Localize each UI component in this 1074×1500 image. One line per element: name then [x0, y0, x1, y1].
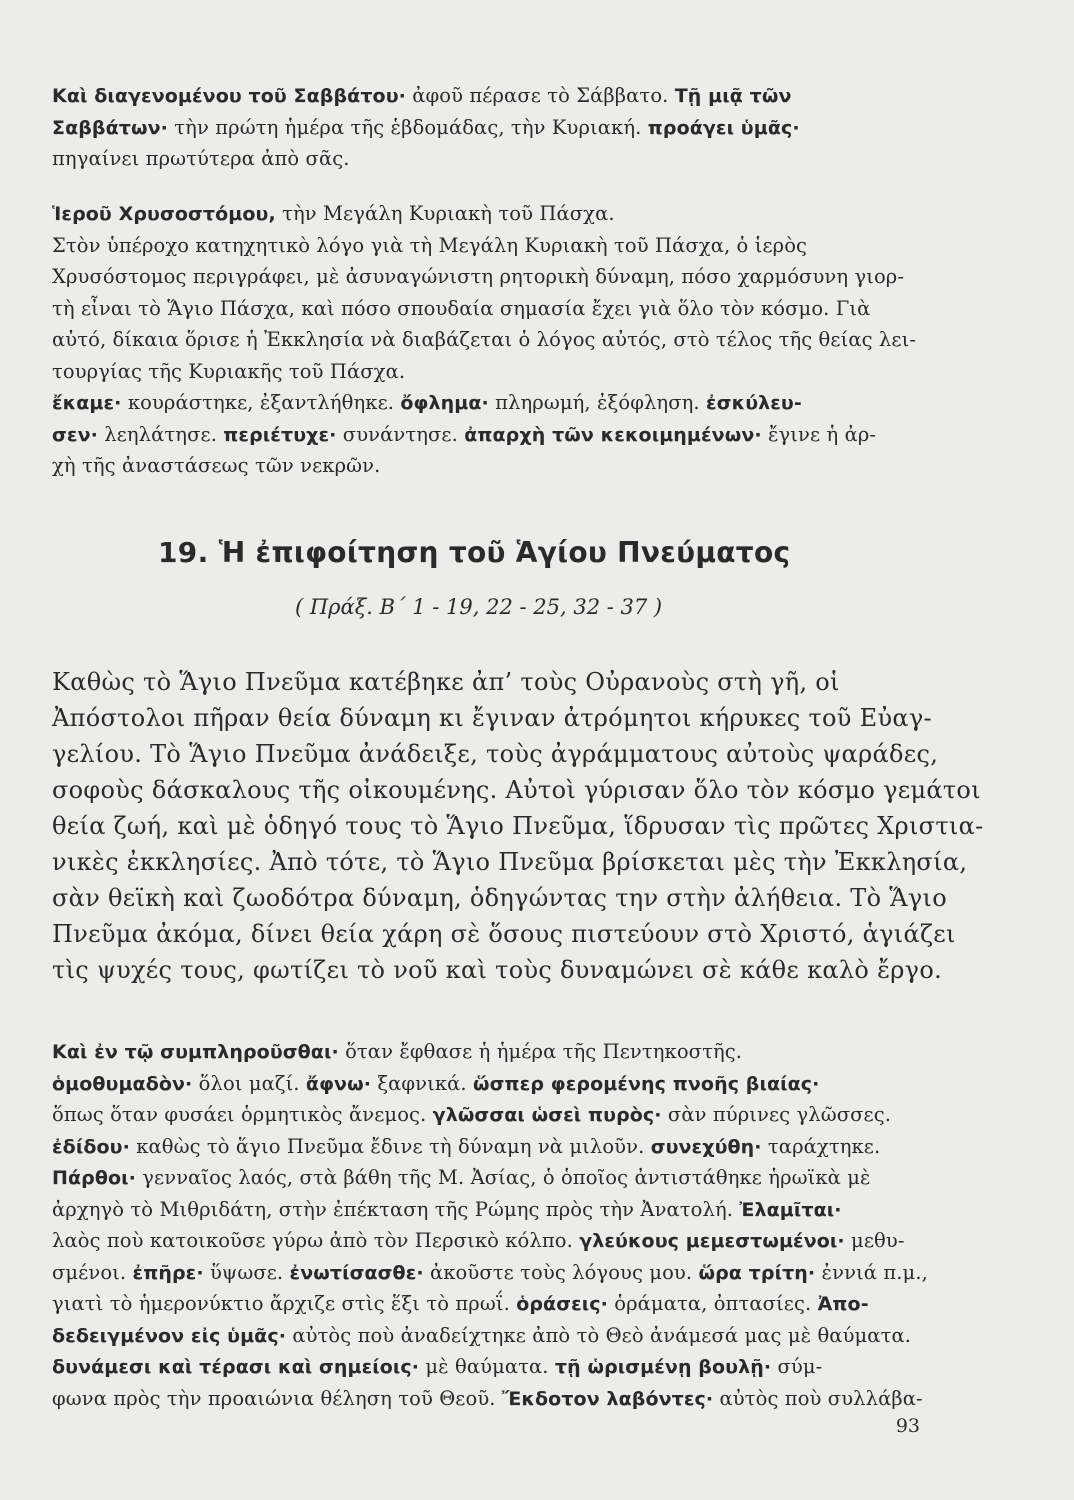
glossary-bottom-lines	[52, 1036, 928, 1414]
glossary-definition: σὰν πύρινες γλῶσσες.	[661, 1103, 892, 1126]
glossary-term: δυνάμεσι καὶ τέρασι καὶ σημείοις·	[52, 1356, 420, 1378]
glossary-definition: ὅταν ἔφθασε ἡ ἡμέρα τῆς Πεντηκοστῆς.	[338, 1040, 743, 1063]
glossary-definition: χὴ τῆς ἀναστάσεως τῶν νεκρῶν.	[52, 454, 381, 477]
glossary-bottom-line	[52, 1320, 912, 1352]
glossary-definition: ὕψωσε.	[203, 1260, 290, 1284]
glossary-bottom-line	[52, 1162, 912, 1194]
chrysostom-line	[52, 387, 912, 419]
section-title: Ἡ ἐπιφοίτηση τοῦ Ἁγίου Πνεύματος	[218, 536, 791, 569]
glossary-term: ὥσπερ φερομένης πνοῆς βιαίας·	[473, 1072, 820, 1095]
glossary-top-line	[52, 112, 912, 144]
glossary-definition: τὴ εἶναι τὸ Ἅγιο Πάσχα, καὶ πόσο σπουδαία σημασία ἔχει γιὰ ὅλο τὸν κόσμο. Γιὰ	[52, 296, 871, 320]
glossary-definition: ἀκοῦστε τοὺς λόγους μου.	[423, 1260, 699, 1284]
main-text	[52, 664, 984, 988]
main-text-line: Καθὼς τὸ Ἅγιο Πνεῦμα κατέβηκε ἀπ’ τοὺς Οὐρανοὺς στὴ γῆ, οἱ	[52, 668, 840, 696]
glossary-term: ὁράσεις·	[516, 1293, 608, 1315]
glossary-definition: σμένοι.	[52, 1260, 133, 1284]
glossary-definition: ξαφνικά.	[371, 1071, 474, 1095]
glossary-definition: τὴν πρώτη ἡμέρα τῆς ἑβδομάδας, τὴν Κυριακή.	[168, 115, 648, 139]
glossary-definition: Χρυσόστομος περιγράφει, μὲ ἀσυναγώνιστη ρητορικὴ δύναμη, πόσο χαρμόσυνη γιορ-	[52, 265, 905, 288]
main-text-line: Ἀπόστολοι πῆραν θεία δύναμη κι ἔγιναν ἀτρόμητοι κήρυκες τοῦ Εὐαγ-	[52, 704, 932, 732]
glossary-definition: γιατὶ τὸ ἡμερονύκτιο ἄρχιζε στὶς ἕξι τὸ πρωΐ.	[52, 1292, 517, 1315]
chrysostom-line	[52, 419, 912, 451]
glossary-bottom-line	[52, 1194, 912, 1226]
glossary-term: ἐπῆρε·	[132, 1261, 204, 1284]
glossary-definition: μὲ θαύματα.	[419, 1355, 555, 1378]
glossary-definition: καθὼς τὸ ἅγιο Πνεῦμα ἔδινε τὴ δύναμη νὰ μιλοῦν.	[129, 1134, 651, 1158]
glossary-term: σεν·	[52, 423, 98, 446]
glossary-term: δεδειγμένον εἰς ὑμᾶς·	[52, 1324, 287, 1347]
glossary-term: Ἐλαμῖται·	[739, 1198, 842, 1221]
glossary-bottom-line	[52, 1288, 912, 1320]
glossary-bottom-line	[52, 1257, 928, 1289]
glossary-top-line	[52, 143, 912, 175]
glossary-bottom-line	[52, 1068, 912, 1100]
main-text-line: σὰν θεϊκὴ καὶ ζωοδότρα δύναμη, ὁδηγώντας την στὴν ἀλήθεια. Τὸ Ἅγιο	[52, 884, 948, 912]
glossary-bottom-line	[52, 1036, 912, 1068]
main-text-line: τὶς ψυχές τους, φωτίζει τὸ νοῦ καὶ τοὺς δυναμώνει σὲ κάθε καλὸ ἔργο.	[52, 956, 943, 984]
glossary-definition: ἐννιά π.μ.,	[815, 1260, 928, 1284]
glossary-term: ἐδίδου·	[52, 1135, 130, 1158]
glossary-term: ὥρα τρίτη·	[698, 1261, 816, 1284]
main-text-line: σοφοὺς δάσκαλους τῆς οἰκουμένης. Αὐτοὶ γύρισαν ὅλο τὸν κόσμο γεμάτοι	[52, 776, 981, 804]
chrysostom-line	[52, 198, 912, 230]
glossary-definition: συνάντησε.	[336, 422, 465, 446]
glossary-definition: λαὸς ποὺ κατοικοῦσε γύρω ἀπὸ τὸν Περσικὸ κόλπο.	[52, 1229, 580, 1252]
glossary-definition: τουργίας τῆς Κυριακῆς τοῦ Πάσχα.	[52, 359, 406, 383]
section-heading	[158, 536, 790, 569]
glossary-definition: ὅπως ὅταν φυσάει ὁρμητικὸς ἄνεμος.	[52, 1103, 433, 1126]
glossary-definition: Στὸν ὑπέροχο κατηχητικὸ λόγο γιὰ τὴ Μεγάλη Κυριακὴ τοῦ Πάσχα, ὁ ἱερὸς	[52, 233, 808, 257]
glossary-definition: αὐτὸς ποὺ ἀναδείχτηκε ἀπὸ τὸ Θεὸ ἀνάμεσά μας μὲ θαύματα.	[286, 1323, 912, 1347]
page-number: 93	[895, 1415, 920, 1437]
glossary-term: Ἀπο-	[817, 1293, 869, 1315]
glossary-bottom	[52, 1036, 928, 1414]
glossary-term: ἀπαρχὴ τῶν κεκοιμημένων·	[464, 423, 762, 446]
glossary-bottom-line	[52, 1131, 912, 1163]
chrysostom-line	[52, 293, 912, 325]
glossary-term: Τῇ μιᾷ τῶν	[674, 85, 792, 107]
glossary-definition: ἀρχηγὸ τὸ Μιθριδάτη, στὴν ἐπέκταση τῆς Ρώμης πρὸς τὴν Ἀνατολή.	[52, 1197, 740, 1221]
chrysostom-line	[52, 261, 912, 293]
glossary-definition: αὐτὸς ποὺ συλλάβα-	[713, 1386, 923, 1410]
chrysostom-note	[52, 198, 917, 482]
main-text-lines	[52, 664, 984, 988]
glossary-definition: ἀφοῦ πέρασε τὸ Σάββατο.	[405, 84, 675, 107]
glossary-bottom-line	[52, 1099, 912, 1131]
glossary-term: Σαββάτων·	[52, 116, 168, 139]
glossary-term: ἔκαμε·	[52, 392, 122, 414]
chrysostom-line	[52, 230, 912, 262]
glossary-term: ὄφλημα·	[400, 392, 489, 414]
glossary-term: ὁμοθυμαδὸν·	[52, 1072, 193, 1095]
glossary-definition: γενναῖος λαός, στὰ βάθη τῆς Μ. Ἀσίας, ὁ ὁποῖος ἀντιστάθηκε ἡρωϊκὰ μὲ	[135, 1166, 871, 1189]
glossary-term: ἄφνω·	[305, 1072, 372, 1095]
glossary-definition: πληρωμή, ἐξόφληση.	[488, 391, 707, 414]
main-text-line: γελίου. Τὸ Ἅγιο Πνεῦμα ἀνάδειξε, τοὺς ἀγράμματους αὐτοὺς ψαράδες,	[52, 740, 939, 768]
glossary-term: Καὶ διαγενομένου τοῦ Σαββάτου·	[52, 85, 406, 107]
chrysostom-lines	[52, 198, 917, 482]
glossary-definition: μεθυ-	[844, 1229, 905, 1252]
section-number: 19.	[158, 536, 209, 569]
glossary-term: γλεύκους μεμεστωμένοι·	[579, 1230, 845, 1252]
glossary-bottom-line	[52, 1225, 912, 1257]
chrysostom-line	[52, 450, 912, 482]
glossary-top-line	[52, 80, 912, 112]
glossary-definition: ὁράματα, ὀπτασίες.	[607, 1292, 818, 1315]
glossary-definition: αὐτό, δίκαια ὅρισε ἡ Ἐκκλησία νὰ διαβάζεται ὁ λόγος αὐτός, στὸ τέλος τῆς θείας λει-	[52, 328, 917, 351]
glossary-definition: τὴν Μεγάλη Κυριακὴ τοῦ Πάσχα.	[275, 202, 615, 225]
glossary-term: ἐσκύλευ-	[706, 392, 802, 414]
glossary-term: Πάρθοι·	[52, 1167, 136, 1189]
glossary-term: Καὶ ἐν τῷ συμπληροῦσθαι·	[52, 1041, 339, 1063]
glossary-term: περιέτυχε·	[223, 423, 337, 446]
glossary-term: γλῶσσαι ὡσεὶ πυρὸς·	[432, 1104, 662, 1126]
glossary-term: Ἱεροῦ Χρυσοστόμου,	[52, 203, 276, 225]
main-text-line: θεία ζωή, καὶ μὲ ὁδηγό τους τὸ Ἅγιο Πνεῦμα, ἵδρυσαν τὶς πρῶτες Χριστια-	[52, 812, 984, 840]
glossary-top-lines	[52, 80, 912, 175]
chrysostom-line	[52, 356, 912, 388]
glossary-definition: ταράχτηκε.	[761, 1134, 881, 1158]
glossary-term: προάγει ὑμᾶς·	[647, 116, 800, 139]
glossary-bottom-line	[52, 1351, 912, 1383]
glossary-definition: πηγαίνει πρωτύτερα ἀπὸ σᾶς.	[52, 147, 350, 170]
glossary-term: συνεχύθη·	[650, 1135, 762, 1158]
glossary-term: ἐνωτίσασθε·	[289, 1261, 424, 1284]
chrysostom-line	[52, 324, 917, 356]
glossary-definition: κουράστηκε, ἐξαντλήθηκε.	[121, 391, 401, 414]
glossary-bottom-line	[52, 1383, 923, 1415]
glossary-term: τῇ ὡρισμένῃ βουλῇ·	[554, 1356, 772, 1378]
scripture-reference: ( Πράξ. Β΄ 1 - 19, 22 - 25, 32 - 37 )	[295, 595, 663, 619]
main-text-line: νικὲς ἐκκλησίες. Ἀπὸ τότε, τὸ Ἅγιο Πνεῦμα βρίσκεται μὲς τὴν Ἐκκλησία,	[52, 848, 968, 876]
glossary-term: Ἔκδοτον λαβόντες·	[501, 1387, 714, 1410]
glossary-definition: ἔγινε ἡ ἀρ-	[761, 422, 877, 446]
glossary-definition: ὅλοι μαζί.	[192, 1071, 306, 1095]
glossary-definition: σύμ-	[771, 1355, 823, 1378]
main-text-line: Πνεῦμα ἀκόμα, δίνει θεία χάρη σὲ ὅσους πιστεύουν στὸ Χριστό, ἁγιάζει	[52, 920, 956, 948]
glossary-top	[52, 80, 912, 175]
glossary-definition: φωνα πρὸς τὴν προαιώνια θέληση τοῦ Θεοῦ.	[52, 1386, 502, 1410]
glossary-definition: λεηλάτησε.	[97, 422, 224, 446]
